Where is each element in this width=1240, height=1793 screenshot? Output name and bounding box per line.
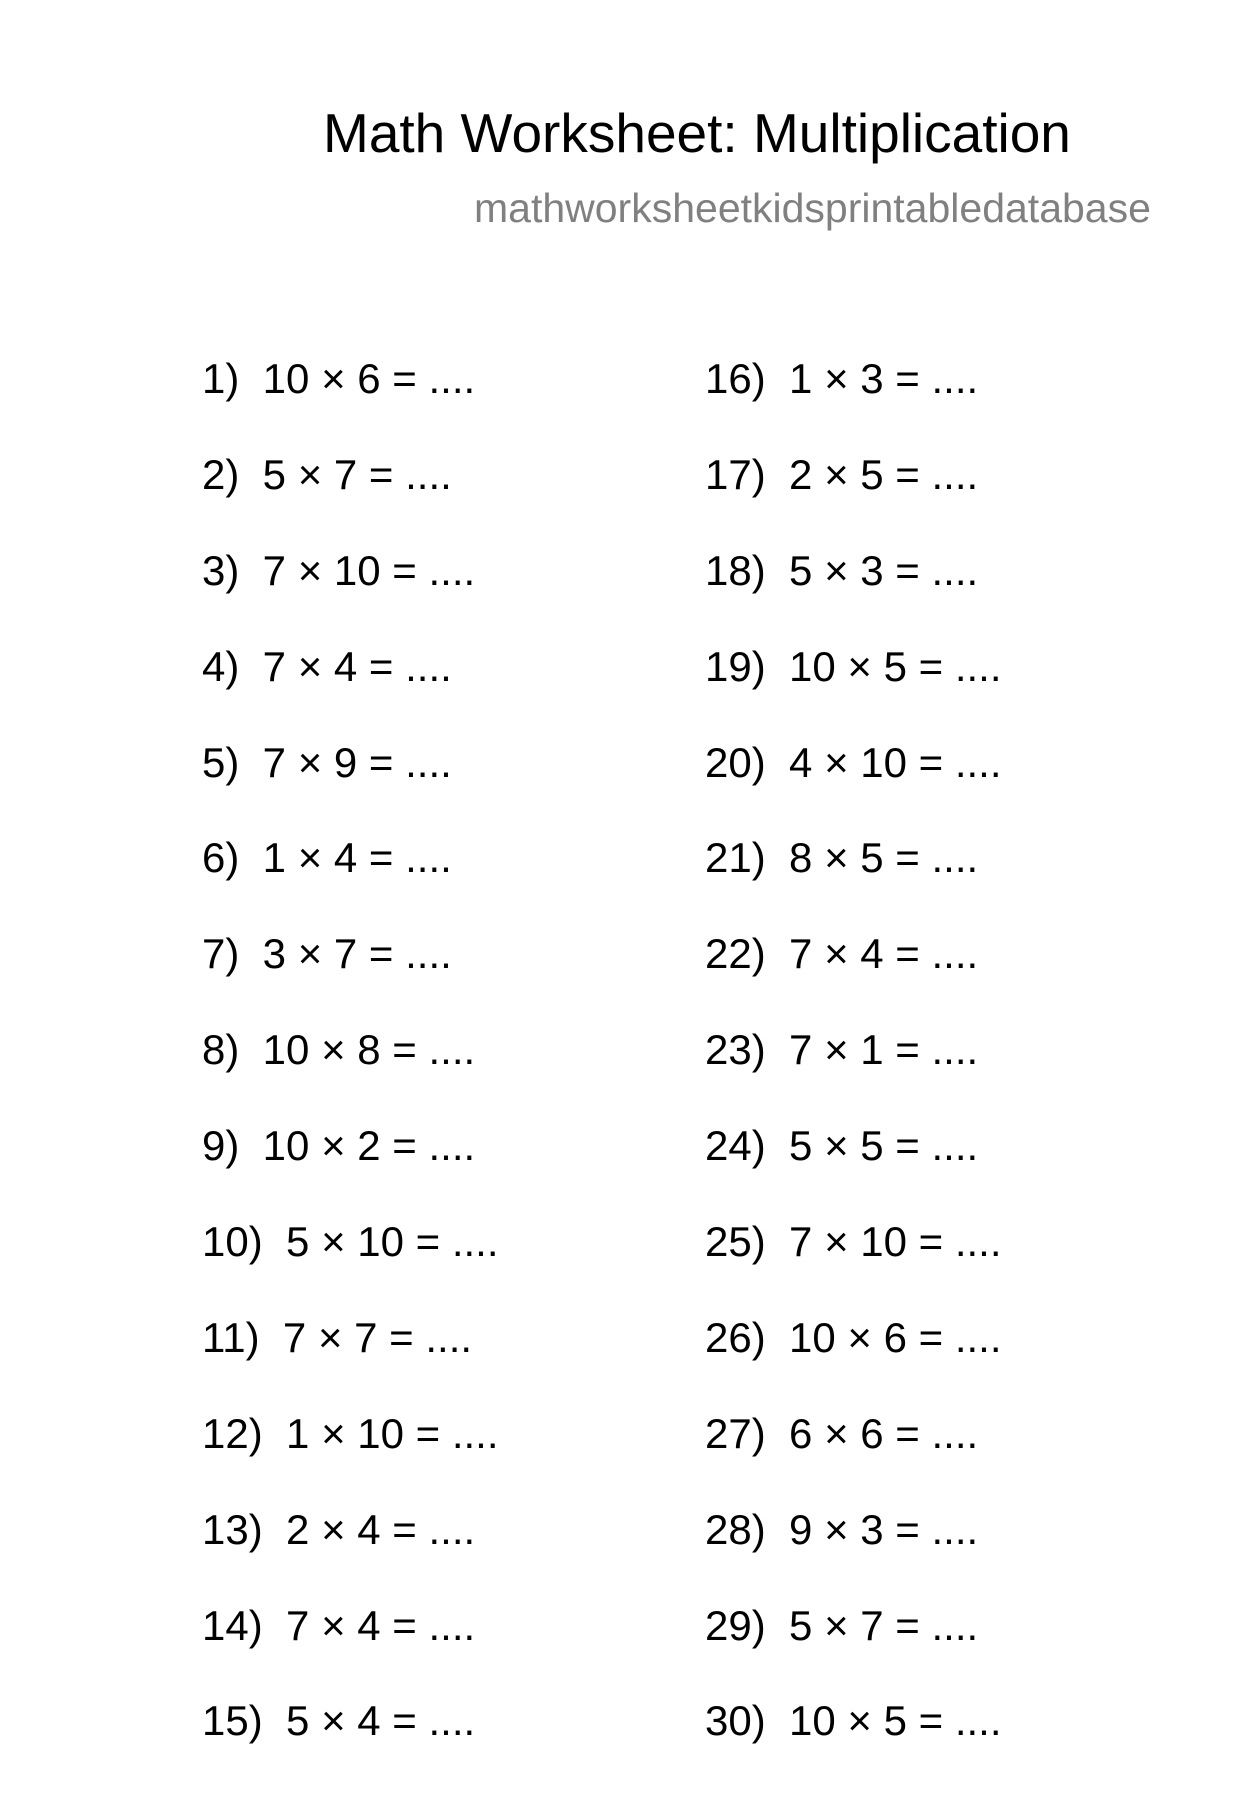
problem-item: 20) 4 × 10 = ....: [705, 738, 1002, 786]
problem-item: 26) 10 × 6 = ....: [705, 1313, 1002, 1361]
problem-item: 17) 2 × 5 = ....: [705, 450, 979, 498]
problem-item: 10) 5 × 10 = ....: [202, 1218, 499, 1266]
worksheet-subtitle: mathworksheetkidsprintabledatabase: [474, 185, 1151, 231]
problem-item: 27) 6 × 6 = ....: [705, 1409, 979, 1457]
worksheet-title: Math Worksheet: Multiplication: [323, 102, 1071, 164]
problem-item: 18) 5 × 3 = ....: [705, 546, 979, 594]
problem-item: 11) 7 × 7 = ....: [202, 1313, 473, 1361]
problem-item: 12) 1 × 10 = ....: [202, 1409, 499, 1457]
problem-item: 7) 3 × 7 = ....: [202, 930, 452, 978]
problems-left-column: [202, 355, 499, 1793]
problem-item: 6) 1 × 4 = ....: [202, 834, 452, 882]
problem-item: 8) 10 × 8 = ....: [202, 1026, 476, 1074]
problem-item: 28) 9 × 3 = ....: [705, 1505, 979, 1553]
problem-item: 22) 7 × 4 = ....: [705, 930, 979, 978]
problems-right-column: [705, 355, 1002, 1793]
problem-item: 2) 5 × 7 = ....: [202, 450, 452, 498]
problem-item: 21) 8 × 5 = ....: [705, 834, 979, 882]
problem-item: 24) 5 × 5 = ....: [705, 1122, 979, 1170]
problem-item: 25) 7 × 10 = ....: [705, 1218, 1002, 1266]
problem-item: 15) 5 × 4 = ....: [202, 1697, 476, 1745]
problem-item: 30) 10 × 5 = ....: [705, 1697, 1002, 1745]
problem-item: 13) 2 × 4 = ....: [202, 1505, 476, 1553]
problem-item: 1) 10 × 6 = ....: [202, 355, 476, 402]
problem-item: 19) 10 × 5 = ....: [705, 642, 1002, 690]
problem-item: 9) 10 × 2 = ....: [202, 1122, 476, 1170]
problem-item: 23) 7 × 1 = ....: [705, 1026, 979, 1074]
problem-item: 3) 7 × 10 = ....: [202, 546, 476, 594]
problem-item: 16) 1 × 3 = ....: [705, 355, 979, 402]
problem-item: 14) 7 × 4 = ....: [202, 1601, 476, 1649]
problem-item: 5) 7 × 9 = ....: [202, 738, 452, 786]
problem-item: 29) 5 × 7 = ....: [705, 1601, 979, 1649]
problem-item: 4) 7 × 4 = ....: [202, 642, 452, 690]
